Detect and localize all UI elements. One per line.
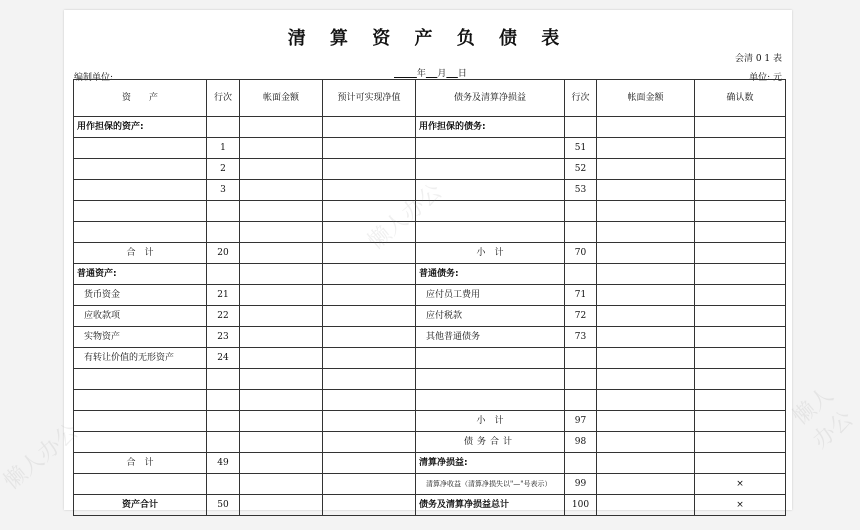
liability-line-no [565, 369, 597, 390]
confirmed-amount[interactable] [695, 432, 786, 453]
asset-net-value[interactable] [323, 474, 416, 495]
header-book-value: 帐面金额 [240, 80, 323, 117]
table-row [74, 369, 786, 390]
liability-label: 应付税款 [416, 306, 565, 327]
asset-book-value[interactable] [240, 180, 323, 201]
liability-book-value[interactable] [597, 201, 695, 222]
asset-book-value[interactable] [240, 369, 323, 390]
liability-book-value[interactable] [597, 285, 695, 306]
asset-line-no [207, 222, 240, 243]
asset-book-value[interactable] [240, 201, 323, 222]
confirmed-amount[interactable] [695, 348, 786, 369]
header-line-no-2: 行次 [565, 80, 597, 117]
table-row [74, 453, 786, 474]
asset-book-value[interactable] [240, 159, 323, 180]
liability-label: 其他普通债务 [416, 327, 565, 348]
table-row [74, 264, 786, 285]
asset-net-value[interactable] [323, 264, 416, 285]
asset-line-no [207, 264, 240, 285]
asset-net-value[interactable] [323, 390, 416, 411]
liability-label [416, 180, 565, 201]
asset-subtotal-label: 合 计 [74, 453, 207, 474]
date-month: 月 [437, 69, 447, 79]
table-row [74, 159, 786, 180]
table-row [74, 327, 786, 348]
liability-book-value[interactable] [597, 453, 695, 474]
asset-label [74, 474, 207, 495]
asset-book-value[interactable] [240, 411, 323, 432]
liability-label [416, 201, 565, 222]
confirmed-amount[interactable] [695, 453, 786, 474]
liability-line-no [565, 117, 597, 138]
asset-book-value[interactable] [240, 117, 323, 138]
asset-label: 应收款项 [74, 306, 207, 327]
asset-net-value[interactable] [323, 432, 416, 453]
table-row [74, 117, 786, 138]
header-liabilities: 债务及清算净损益 [416, 80, 565, 117]
confirmed-amount[interactable] [695, 159, 786, 180]
confirmed-amount[interactable] [695, 390, 786, 411]
form-sheet [64, 10, 792, 510]
asset-net-value[interactable] [323, 138, 416, 159]
liability-line-no: 70 [565, 243, 597, 264]
asset-book-value[interactable] [240, 474, 323, 495]
liquidation-pl-label: 清算净损益: [416, 453, 565, 474]
liability-book-value[interactable] [597, 474, 695, 495]
asset-label [74, 411, 207, 432]
liability-book-value[interactable] [597, 327, 695, 348]
asset-net-value[interactable] [323, 159, 416, 180]
asset-line-no [207, 474, 240, 495]
form-title: 清 算 资 产 负 债 表 [287, 28, 569, 49]
table-row [74, 138, 786, 159]
liability-label [416, 348, 565, 369]
liability-line-no [565, 201, 597, 222]
liability-label: 普通债务: [416, 264, 565, 285]
asset-book-value[interactable] [240, 432, 323, 453]
asset-line-no: 49 [207, 453, 240, 474]
confirmed-amount[interactable] [695, 285, 786, 306]
liability-line-no: 97 [565, 411, 597, 432]
liability-label [416, 369, 565, 390]
asset-book-value[interactable] [240, 222, 323, 243]
table-row [74, 411, 786, 432]
date-year: 年 [416, 69, 426, 79]
asset-book-value[interactable] [240, 285, 323, 306]
liability-line-no [565, 390, 597, 411]
table-row [74, 306, 786, 327]
liability-line-no: 98 [565, 432, 597, 453]
liability-line-no [565, 453, 597, 474]
date-day: 日 [457, 69, 467, 79]
asset-net-value[interactable] [323, 201, 416, 222]
asset-line-no: 24 [207, 348, 240, 369]
liability-line-no: 100 [565, 495, 597, 516]
liability-book-value[interactable] [597, 348, 695, 369]
asset-net-value[interactable] [323, 495, 416, 516]
total-liabilities-label: 债务合计 [416, 432, 565, 453]
liability-book-value[interactable] [597, 159, 695, 180]
confirmed-amount[interactable] [695, 369, 786, 390]
confirmed-amount[interactable] [695, 138, 786, 159]
total-assets-label: 资产合计 [74, 495, 207, 516]
asset-net-value[interactable] [323, 453, 416, 474]
currency-unit: 单位: 元 [749, 73, 782, 83]
table-row [74, 180, 786, 201]
liability-line-no [565, 222, 597, 243]
asset-line-no [207, 369, 240, 390]
asset-net-value[interactable] [323, 327, 416, 348]
date-line [394, 66, 467, 79]
asset-net-value[interactable] [323, 348, 416, 369]
asset-line-no: 21 [207, 285, 240, 306]
liability-book-value[interactable] [597, 369, 695, 390]
liability-book-value[interactable] [597, 138, 695, 159]
asset-line-no [207, 411, 240, 432]
confirmed-amount[interactable] [695, 222, 786, 243]
not-applicable-mark: × [695, 474, 786, 495]
liability-book-value[interactable] [597, 411, 695, 432]
asset-label [74, 390, 207, 411]
liability-line-no: 72 [565, 306, 597, 327]
asset-book-value[interactable] [240, 243, 323, 264]
liability-book-value[interactable] [597, 264, 695, 285]
asset-book-value[interactable] [240, 453, 323, 474]
table-row [74, 222, 786, 243]
asset-line-no [207, 390, 240, 411]
confirmed-amount[interactable] [695, 243, 786, 264]
not-applicable-mark: × [695, 495, 786, 516]
liability-subtotal-label: 小 计 [416, 243, 565, 264]
liability-line-no [565, 264, 597, 285]
liability-subtotal-label: 小 计 [416, 411, 565, 432]
asset-book-value[interactable] [240, 390, 323, 411]
asset-book-value[interactable] [240, 495, 323, 516]
liability-book-value[interactable] [597, 222, 695, 243]
liability-line-no: 53 [565, 180, 597, 201]
liability-label: 用作担保的债务: [416, 117, 565, 138]
asset-net-value[interactable] [323, 180, 416, 201]
asset-book-value[interactable] [240, 264, 323, 285]
asset-label [74, 138, 207, 159]
balance-sheet-table [73, 79, 786, 516]
asset-book-value[interactable] [240, 327, 323, 348]
asset-label [74, 432, 207, 453]
liability-book-value[interactable] [597, 117, 695, 138]
confirmed-amount[interactable] [695, 201, 786, 222]
asset-net-value[interactable] [323, 306, 416, 327]
asset-label [74, 222, 207, 243]
liability-book-value[interactable] [597, 180, 695, 201]
asset-line-no: 3 [207, 180, 240, 201]
asset-subtotal-label: 合 计 [74, 243, 207, 264]
asset-net-value[interactable] [323, 222, 416, 243]
asset-line-no [207, 201, 240, 222]
asset-line-no: 20 [207, 243, 240, 264]
liability-line-no [565, 348, 597, 369]
header-assets: 资 产 [74, 80, 207, 117]
header-confirmed: 确认数 [695, 80, 786, 117]
table-row [74, 495, 786, 516]
asset-label: 货币资金 [74, 285, 207, 306]
liquidation-net-income-label: 清算净收益（清算净损失以"—"号表示） [416, 474, 565, 495]
asset-net-value[interactable] [323, 411, 416, 432]
asset-label: 用作担保的资产: [74, 117, 207, 138]
confirmed-amount[interactable] [695, 264, 786, 285]
asset-label [74, 369, 207, 390]
asset-book-value[interactable] [240, 138, 323, 159]
confirmed-amount[interactable] [695, 306, 786, 327]
header-line-no: 行次 [207, 80, 240, 117]
compiling-unit-label: 编制单位: [74, 73, 114, 83]
grand-total-label: 债务及清算净损益总计 [416, 495, 565, 516]
confirmed-amount[interactable] [695, 411, 786, 432]
liability-label [416, 138, 565, 159]
liability-line-no: 51 [565, 138, 597, 159]
asset-label: 普通资产: [74, 264, 207, 285]
table-row [74, 348, 786, 369]
liability-book-value[interactable] [597, 390, 695, 411]
asset-label: 有转让价值的无形资产 [74, 348, 207, 369]
asset-line-no: 22 [207, 306, 240, 327]
table-row [74, 432, 786, 453]
asset-line-no [207, 117, 240, 138]
asset-label [74, 159, 207, 180]
confirmed-amount[interactable] [695, 180, 786, 201]
table-header-row [74, 80, 786, 117]
asset-line-no: 50 [207, 495, 240, 516]
liability-book-value[interactable] [597, 432, 695, 453]
asset-line-no: 1 [207, 138, 240, 159]
asset-net-value[interactable] [323, 243, 416, 264]
asset-label: 实物资产 [74, 327, 207, 348]
asset-label [74, 201, 207, 222]
liability-label [416, 222, 565, 243]
liability-label [416, 390, 565, 411]
watermark-text: 懒人办公 [788, 382, 859, 454]
asset-line-no: 23 [207, 327, 240, 348]
header-book-value-2: 帐面金额 [597, 80, 695, 117]
liability-line-no: 99 [565, 474, 597, 495]
table-row [74, 201, 786, 222]
table-row [74, 285, 786, 306]
liability-line-no: 73 [565, 327, 597, 348]
liability-book-value[interactable] [597, 306, 695, 327]
table-row [74, 390, 786, 411]
liability-line-no: 71 [565, 285, 597, 306]
table-row [74, 243, 786, 264]
asset-net-value[interactable] [323, 117, 416, 138]
asset-line-no [207, 432, 240, 453]
asset-book-value[interactable] [240, 306, 323, 327]
liability-book-value[interactable] [597, 495, 695, 516]
liability-label [416, 159, 565, 180]
liability-book-value[interactable] [597, 243, 695, 264]
watermark-text: 懒人办公 [0, 419, 84, 495]
asset-label [74, 180, 207, 201]
asset-net-value[interactable] [323, 369, 416, 390]
asset-book-value[interactable] [240, 348, 323, 369]
asset-net-value[interactable] [323, 285, 416, 306]
table-row [74, 474, 786, 495]
form-code: 会清 0 1 表 [734, 54, 782, 64]
header-net-realizable: 预计可实现净值 [323, 80, 416, 117]
confirmed-amount[interactable] [695, 117, 786, 138]
asset-line-no: 2 [207, 159, 240, 180]
liability-line-no: 52 [565, 159, 597, 180]
liability-label: 应付员工费用 [416, 285, 565, 306]
confirmed-amount[interactable] [695, 327, 786, 348]
